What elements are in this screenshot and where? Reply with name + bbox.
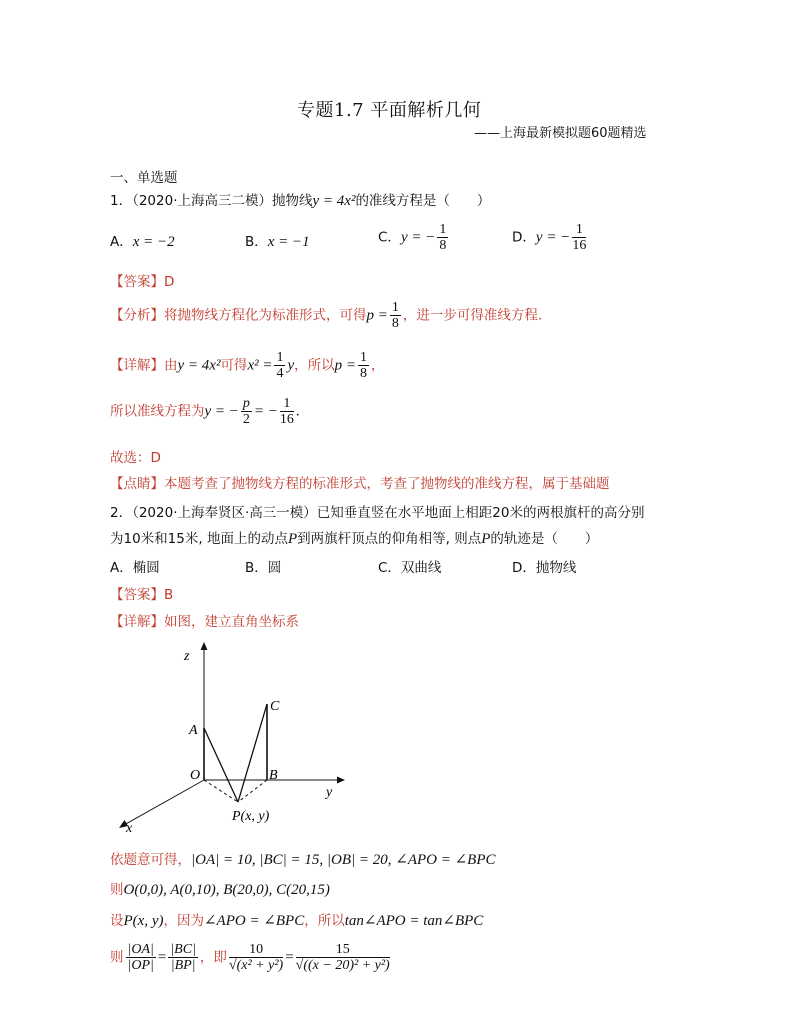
detail-math: . xyxy=(295,403,300,420)
derivation-text: 设 xyxy=(110,913,124,929)
option-label: B． xyxy=(245,234,268,250)
derivation-text: 则 xyxy=(110,949,124,966)
x-axis xyxy=(124,780,204,825)
derivation-line-1 xyxy=(110,848,496,869)
label-y: y xyxy=(326,785,333,800)
derivation-text: ，因为 xyxy=(163,913,204,929)
fraction-denominator: 16 xyxy=(279,412,294,427)
detail-math: y xyxy=(287,357,295,374)
label-b: B xyxy=(269,768,278,783)
fraction-denominator: 16 xyxy=(572,238,587,253)
detail-text: ， xyxy=(371,357,385,374)
detail-tag: 【详解】 xyxy=(110,614,164,630)
analysis-tag: 【分析】 xyxy=(110,307,164,324)
derivation-math: O(0,0), A(0,10), B(20,0), C(20,15) xyxy=(123,882,330,898)
stem-text: 的准线方程是（ ） xyxy=(355,193,491,209)
question-source: （2020·上海高三二模） xyxy=(132,193,272,209)
option-expr: y = − xyxy=(400,229,436,246)
fraction-denominator: 8 xyxy=(391,316,399,331)
stem-text: 抛物线 xyxy=(272,193,313,209)
fraction-numerator: p xyxy=(242,396,250,411)
fraction-denominator: |BP| xyxy=(170,958,196,973)
option-label: B． xyxy=(245,560,268,576)
option-text: 椭圆 xyxy=(132,560,160,576)
analysis-text: 将抛物线方程化为标准形式，可得 xyxy=(164,307,367,324)
question-1-stem xyxy=(110,189,490,210)
question-2-stem-line1 xyxy=(110,501,644,521)
answer-tag: 【答案】 xyxy=(110,587,164,603)
detail-text: 所以准线方程为 xyxy=(110,403,205,420)
detail-math: x² = xyxy=(247,357,273,374)
detail-line xyxy=(110,350,385,381)
label-p: P(x, y) xyxy=(232,809,270,824)
derivation-text: ，即 xyxy=(199,949,227,966)
detail-math: y = − xyxy=(204,403,239,420)
option-label: C． xyxy=(378,229,401,246)
option-a xyxy=(110,556,160,576)
detail-math: p = xyxy=(334,357,357,374)
comment-tag: 【点睛】 xyxy=(110,476,164,492)
derivation-line-2 xyxy=(110,878,330,899)
comment-line xyxy=(110,472,610,492)
detail-math: = − xyxy=(253,403,278,420)
label-a: A xyxy=(189,723,198,738)
option-d xyxy=(512,556,576,576)
question-source: （2020·上海奉贤区·高三一模） xyxy=(132,505,317,521)
fraction-numerator: |BC| xyxy=(170,942,196,957)
detail-text: ，所以 xyxy=(294,357,335,374)
option-b xyxy=(245,556,281,576)
fraction-denominator: 4 xyxy=(276,366,284,381)
derivation-text: 依题意可得， xyxy=(110,852,191,868)
answer-value: D xyxy=(164,274,175,290)
option-text: 圆 xyxy=(267,560,282,576)
stem-text: 已知垂直竖在水平地面上相距20米的两根旗杆的高分别 xyxy=(316,505,645,521)
answer-value: B xyxy=(164,587,174,603)
detail-text: 如图，建立直角坐标系 xyxy=(164,614,299,630)
question-number: 1． xyxy=(110,193,133,209)
derivation-line-3 xyxy=(110,909,483,930)
y-axis-arrow xyxy=(337,777,345,784)
directrix-line xyxy=(110,396,300,427)
derivation-text: 则 xyxy=(110,882,124,898)
fraction-numerator: |OA| xyxy=(127,942,154,957)
derivation-math: tan∠APO = tan∠BPC xyxy=(344,913,484,929)
detail-math: y = 4x² xyxy=(177,357,221,374)
option-expr: y = − xyxy=(535,229,571,246)
label-z: z xyxy=(184,649,190,664)
stem-text: 的轨迹是（ ） xyxy=(490,531,599,547)
section-heading: 一、单选题 xyxy=(110,170,178,186)
fraction-denominator: √((x − 20)² + y²) xyxy=(295,958,390,973)
detail-text: 由 xyxy=(164,357,178,374)
option-expr: x = −1 xyxy=(267,234,310,250)
detail-text: 可得 xyxy=(220,357,248,374)
fraction-numerator: 1 xyxy=(276,350,284,365)
fraction-numerator: 1 xyxy=(391,300,399,315)
option-label: A． xyxy=(110,560,133,576)
option-text: 双曲线 xyxy=(400,560,442,576)
detail-tag: 【详解】 xyxy=(110,357,164,374)
option-label: C． xyxy=(378,560,401,576)
stem-equation: y = 4x² xyxy=(312,193,356,209)
coordinate-figure xyxy=(110,640,360,840)
question-2-stem-line2 xyxy=(110,527,598,548)
label-c: C xyxy=(270,699,280,714)
segment-cp xyxy=(238,704,267,802)
option-c xyxy=(378,222,450,253)
answer-line xyxy=(110,583,173,603)
answer-tag: 【答案】 xyxy=(110,274,164,290)
derivation-math: ∠APO = ∠BPC xyxy=(203,913,305,929)
fraction-denominator: 8 xyxy=(439,238,447,253)
question-number: 2． xyxy=(110,505,133,521)
fraction-numerator: 10 xyxy=(229,942,283,958)
fraction-numerator: 1 xyxy=(572,222,586,238)
derivation-math: |OA| = 10, |BC| = 15, |OB| = 20, ∠APO = ∠BPC xyxy=(191,852,496,868)
derivation-line-4: 则 $\frac{|OA|}{|OP|}$ = $\frac{|BC|}{|BP|}$ ，即 $\frac{10}{\text{√(x² + y²)}}$ = $\frac{15}{\text{√((x − 20)² + y²)}}$ xyxy=(110,942,390,973)
page-title: 专题1.7 平面解析几何 xyxy=(297,100,482,121)
fraction-denominator: |OP| xyxy=(127,958,154,973)
option-label: D． xyxy=(512,229,536,246)
detail-line xyxy=(110,610,299,630)
derivation-text: ，所以 xyxy=(304,913,345,929)
stem-text: 为10米和15米, 地面上的动点 xyxy=(110,531,288,547)
page-subtitle: ——上海最新模拟题60题精选 xyxy=(474,126,647,141)
fraction-denominator: 2 xyxy=(242,412,250,427)
segment-bp xyxy=(238,780,267,802)
z-axis-arrow xyxy=(201,642,208,650)
option-label: A． xyxy=(110,234,133,250)
option-label: D． xyxy=(512,560,536,576)
analysis-math: p = xyxy=(366,307,388,324)
stem-math: P xyxy=(481,531,491,547)
option-expr: x = −2 xyxy=(132,234,175,250)
stem-math: P xyxy=(287,531,298,547)
option-b xyxy=(245,230,310,251)
fraction-denominator: 8 xyxy=(360,366,368,381)
analysis-text: ，进一步可得准线方程. xyxy=(402,307,543,324)
analysis-line xyxy=(110,300,542,331)
fraction-denominator: √(x² + y²) xyxy=(228,958,284,973)
option-a xyxy=(110,230,175,251)
answer-line xyxy=(110,270,174,290)
fraction-numerator: 15 xyxy=(296,942,390,958)
choice-line: 故选：D xyxy=(110,450,161,466)
fraction-numerator: 1 xyxy=(360,350,368,365)
option-c xyxy=(378,556,441,576)
option-text: 抛物线 xyxy=(535,560,577,576)
label-o: O xyxy=(190,768,201,783)
stem-text: 到两旗杆顶点的仰角相等, 则点 xyxy=(297,531,482,547)
option-d xyxy=(512,222,588,253)
derivation-math: P(x, y) xyxy=(123,913,164,929)
comment-text: 本题考查了抛物线方程的标准形式，考查了抛物线的准线方程，属于基础题 xyxy=(164,476,610,492)
fraction-numerator: 1 xyxy=(439,222,447,237)
fraction-numerator: 1 xyxy=(280,396,294,412)
label-x: x xyxy=(126,821,133,836)
